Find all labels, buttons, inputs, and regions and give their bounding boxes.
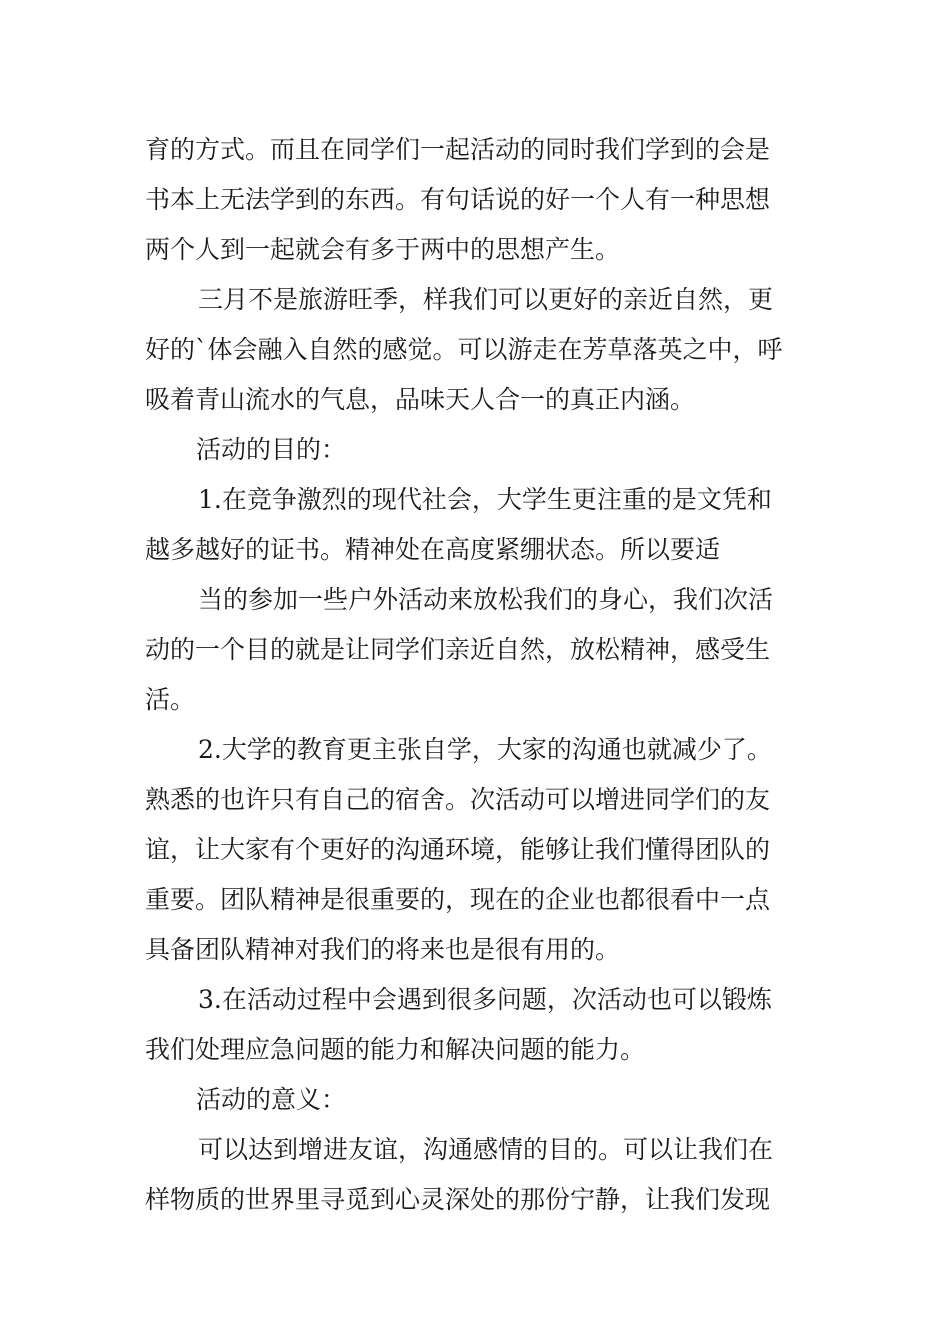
text-line: 可以达到增进友谊，沟通感情的目的。可以让我们在: [198, 1135, 774, 1164]
text-line: 育的方式。而且在同学们一起活动的同时我们学到的会是: [145, 135, 771, 164]
text-line: 越多越好的证书。精神处在高度紧绷状态。所以要适: [145, 535, 721, 564]
text-line: 1.在竞争激烈的现代社会，大学生更注重的是文凭和: [198, 485, 772, 514]
text-line: 3.在活动过程中会遇到很多问题，次活动也可以锻炼: [198, 985, 772, 1014]
text-line: 书本上无法学到的东西。有句话说的好一个人有一种思想: [145, 185, 771, 214]
text-line: 我们处理应急问题的能力和解决问题的能力。: [145, 1035, 646, 1064]
text-line: 样物质的世界里寻觅到心灵深处的那份宁静，让我们发现: [145, 1185, 771, 1214]
text-line: 吸着青山流水的气息，品味天人合一的真正内涵。: [145, 385, 696, 414]
text-line: 谊，让大家有个更好的沟通环境，能够让我们懂得团队的: [145, 835, 771, 864]
text-line: 当的参加一些户外活动来放松我们的身心，我们次活: [198, 585, 774, 614]
text-line: 熟悉的也许只有自己的宿舍。次活动可以增进同学们的友: [145, 785, 771, 814]
text-line: 两个人到一起就会有多于两中的思想产生。: [145, 235, 621, 264]
section-heading: 活动的目的：: [196, 435, 347, 464]
text-line: 重要。团队精神是很重要的，现在的企业也都很看中一点: [145, 885, 771, 914]
section-heading: 活动的意义：: [196, 1085, 347, 1114]
text-line: 动的一个目的就是让同学们亲近自然，放松精神，感受生: [145, 635, 771, 664]
text-line: 好的`体会融入自然的感觉。可以游走在芳草落英之中，呼: [145, 335, 783, 364]
text-line: 2.大学的教育更主张自学，大家的沟通也就减少了。: [198, 735, 772, 764]
text-line: 活。: [145, 685, 196, 714]
text-line: 三月不是旅游旺季，样我们可以更好的亲近自然，更: [198, 285, 774, 314]
text-line: 具备团队精神对我们的将来也是很有用的。: [145, 935, 621, 964]
